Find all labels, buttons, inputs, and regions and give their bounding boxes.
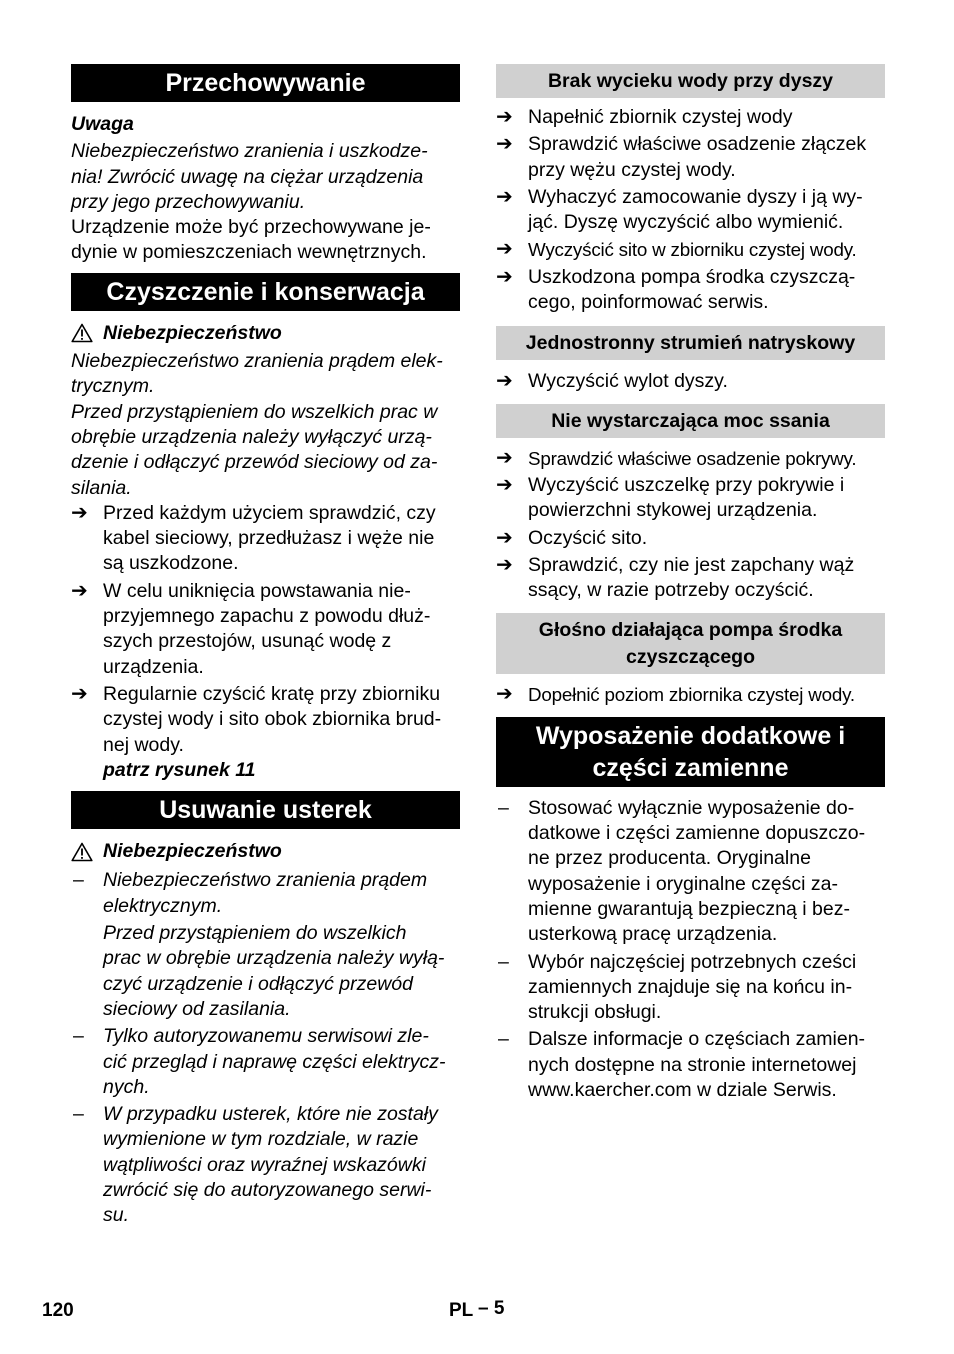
list-item <box>71 682 460 758</box>
arrow-right-icon: ➔ <box>496 473 513 496</box>
heading-suction: Nie wystarczająca moc ssania <box>496 404 885 438</box>
list-item-text: Wybór najczęściej potrzebnych cześci zamiennych znajduje się na końcu in- strukcji obsługi. <box>528 950 857 1024</box>
list-no-water <box>496 105 885 315</box>
list-item-text: Niebezpieczeństwo zranienia prądem elektrycznym. <box>103 869 428 917</box>
list-item-continuation: Przed przystąpieniem do wszelkich prac w obrębie urządzenia należy wyłą- czyć urządzenie i odłączyć przewód sieciowy od zasilania. <box>103 922 445 1020</box>
list-item-text: Sprawdzić właściwe osadzenie złączek przy wężu czystej wody. <box>528 133 867 181</box>
arrow-right-icon: ➔ <box>71 682 88 705</box>
list-item <box>496 1027 885 1103</box>
list-item-text: Regularnie czyścić kratę przy zbiorniku czystej wody i sito obok zbiornika brud- nej wody. <box>103 682 442 756</box>
dash-bullet: – <box>73 869 84 892</box>
list-item-text: W celu uniknięcia powstawania nie- przyjemnego zapachu z powodu dłuż- szych przestojów, usunąć wodę z urządzenia. <box>103 579 431 678</box>
arrow-right-icon: ➔ <box>71 501 88 524</box>
list-item-text: Uszkodzona pompa środka czyszczą- cego, poinformować serwis. <box>528 265 856 314</box>
dash-bullet: – <box>498 950 509 973</box>
list-item-text: Sprawdzić, czy nie jest zapchany wąż ssący, w razie potrzeby oczyścić. <box>528 553 855 602</box>
dash-bullet: – <box>73 1103 84 1126</box>
dash-bullet: – <box>498 796 509 819</box>
heading-pump: Głośno działająca pompa środka czyszczącego <box>496 613 885 674</box>
list-item-text: Wyczyścić uszczelkę przy pokrywie i powierzchni stykowej urządzenia. <box>528 473 845 522</box>
list-item <box>71 868 460 919</box>
list-item <box>496 473 885 524</box>
list-item <box>496 105 885 130</box>
arrow-right-icon: ➔ <box>496 553 513 576</box>
heading-accessories: Wyposażenie dodatkowe i części zamienne <box>496 717 885 787</box>
danger-text-cleaning: Niebezpieczeństwo zranienia prądem elek- trycznym. Przed przystąpieniem do wszelkich prac w obrębie urządzenia należy wyłączyć urzą- dzenie i odłączyć przewód sieciowy od za- silania. <box>71 350 443 499</box>
dash-bullet: – <box>73 1025 84 1048</box>
list-item <box>71 501 460 577</box>
list-item-text: Sprawdzić właściwe osadzenie pokrywy. <box>528 447 857 469</box>
danger-label-cleaning <box>71 321 460 346</box>
list-item <box>496 185 885 236</box>
list-item-text: Stosować wyłącznie wyposażenie do- datkowe i części zamienne dopuszczo- ne przez producenta. Oryginalne wyposażenie i oryginalne części za- mienne gwarantują bezpieczną i bez- usterkową pracę urządzenia. <box>528 796 866 946</box>
warning-triangle-icon <box>71 323 93 343</box>
list-item <box>496 682 885 707</box>
list-item-text: Oczyścić sito. <box>528 526 648 549</box>
arrow-right-icon: ➔ <box>71 579 88 602</box>
heading-cleaning: Czyszczenie i konserwacja <box>71 273 460 311</box>
heading-one-sided-spray: Jednostronny strumień natryskowy <box>496 326 885 360</box>
arrow-right-icon: ➔ <box>496 106 513 128</box>
list-item <box>496 369 885 394</box>
list-item-text: Napełnić zbiornik czystej wody <box>528 106 793 128</box>
right-column <box>496 64 885 1103</box>
list-pump <box>496 682 885 707</box>
list-item <box>496 950 885 1026</box>
list-item <box>71 579 460 680</box>
list-item <box>496 553 885 604</box>
note-text: Niebezpieczeństwo zranienia i uszkodze- nia! Zwrócić uwagę na ciężar urządzenia przy jego przechowywaniu. <box>71 140 428 213</box>
danger-label-troubleshooting <box>71 839 460 864</box>
list-item-text: Dopełnić poziom zbiornika czystej wody. <box>528 684 855 706</box>
list-item <box>496 526 885 551</box>
arrow-right-icon: ➔ <box>496 526 513 549</box>
heading-troubleshooting: Usuwanie usterek <box>71 791 460 829</box>
warning-triangle-icon <box>71 842 93 862</box>
dash-bullet: – <box>498 1028 509 1051</box>
danger-label-text: Niebezpieczeństwo <box>103 840 282 863</box>
list-item <box>496 237 885 262</box>
list-item <box>496 132 885 183</box>
arrow-right-icon: ➔ <box>496 683 513 706</box>
arrow-right-icon: ➔ <box>496 238 513 261</box>
list-one-sided-spray <box>496 369 885 394</box>
arrow-right-icon: ➔ <box>496 446 513 469</box>
arrow-right-icon: ➔ <box>496 370 513 393</box>
note-label: Uwaga <box>71 113 134 135</box>
list-item <box>71 1024 460 1100</box>
arrow-right-icon: ➔ <box>496 133 513 156</box>
list-item-text: Wyhaczyć zamocowanie dyszy i ją wy- jąć. Dyszę wyczyścić albo wymienić. <box>528 185 863 234</box>
list-item <box>496 265 885 316</box>
arrow-right-icon: ➔ <box>496 265 513 288</box>
list-item-text: Wyczyścić sito w zbiorniku czystej wody. <box>528 239 857 261</box>
list-item-text: Dalsze informacje o częściach zamien- nych dostępne na stronie internetowej www.kaercher.com w dziale Serwis. <box>528 1028 866 1102</box>
list-item-text: Tylko autoryzowanemu serwisowi zle- cić przegląd i naprawę części elektrycz- nych. <box>103 1025 446 1098</box>
language-code: PL <box>449 1300 474 1321</box>
see-figure: patrz rysunek 11 <box>103 758 256 781</box>
arrow-right-icon: ➔ <box>496 185 513 208</box>
list-item <box>496 446 885 471</box>
page-number: 120 <box>42 1300 74 1321</box>
list-item <box>496 796 885 948</box>
list-item <box>71 1102 460 1228</box>
list-suction <box>496 446 885 604</box>
danger-label-text: Niebezpieczeństwo <box>103 321 282 344</box>
heading-no-water: Brak wycieku wody przy dyszy <box>496 64 885 98</box>
storage-text: Urządzenie może być przechowywane je- dynie w pomieszczeniach wewnętrznych. <box>71 216 431 264</box>
list-item-text: Wyczyścić wylot dyszy. <box>528 370 728 393</box>
list-accessories <box>496 796 885 1104</box>
list-item-text: W przypadku usterek, które nie zostały wymienione w tym rozdziale, w razie wątpliwości oraz wyraźnej wskazówki zwrócić się do autoryzowanego serwi- su. <box>103 1103 438 1227</box>
language-page-number: – 5 <box>478 1298 505 1319</box>
left-column <box>71 64 460 1229</box>
list-item-text: Przed każdym użyciem sprawdzić, czy kabel sieciowy, przedłużasz i węże nie są uszkodzone. <box>103 501 436 575</box>
heading-storage: Przechowywanie <box>71 64 460 102</box>
